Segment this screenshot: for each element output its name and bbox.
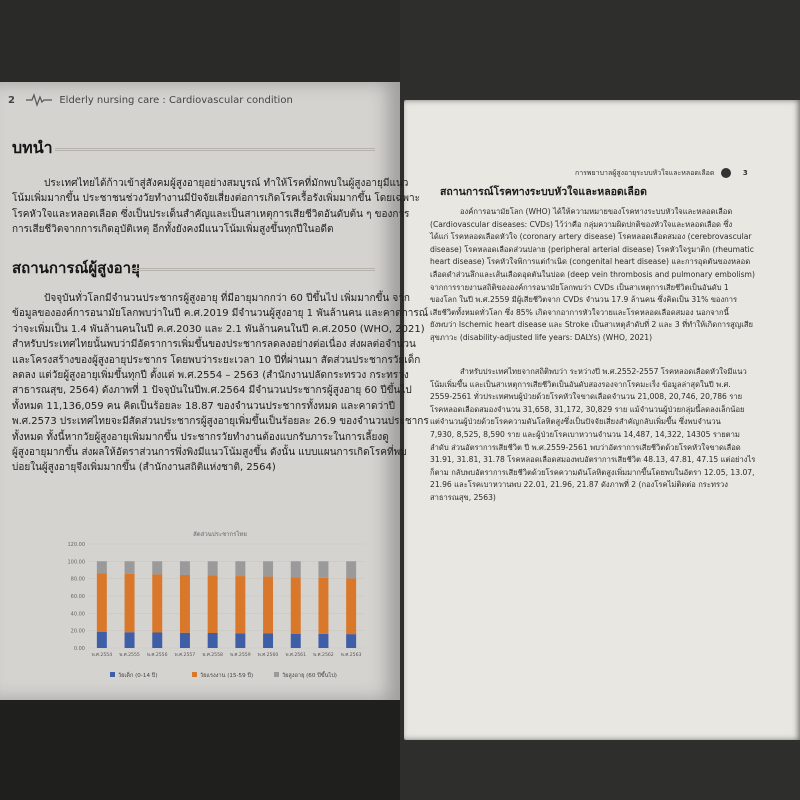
x-tick-label: พ.ศ.2554 [91,653,113,658]
text-line: เลือดดำส่วนลึกและเส้นเลือดอุดตันในปอด (deep vein thrombosis and pulmonary embolism) [430,269,755,279]
text-line: ปัจจุบันทั่วโลกมีจำนวนประชากรผู้สูงอายุ ที่มีอายุมากกว่า 60 ปีขึ้นไป เพิ่มมากขึ้น จาก [44,293,410,304]
bar-segment [152,574,162,632]
text-line: 21.96 และโรคเบาหวานพบ 22.01, 21.96, 21.87 ดังภาพที่ 2 (กองโรคไม่ติดต่อ กระทรวง [430,480,728,490]
bar-segment [346,561,356,578]
bar-segment [318,561,328,577]
text-line: ประเทศไทยได้ก้าวเข้าสู่สังคมผู้สูงอายุอย่างสมบูรณ์ ทำให้โรคที่มักพบในผู้สูงอายุมีแนว [44,178,409,189]
bar-segment [263,577,273,634]
intro-heading-rule [55,148,375,151]
legend-label: วัยสูงอายุ (60 ปีขึ้นไป) [282,673,337,679]
bar-segment [180,575,190,633]
cvd-section-title: สถานการณ์โรคทางระบบหัวใจและหลอดเลือด [440,186,647,198]
text-line: แต่จำนวนผู้ป่วยด้วยโรคความดันโลหิตสูงซึ่งเป็นปัจจัยเสี่ยงสำคัญกลับเพิ่มขึ้น ซึ่งพบจำนวน [430,417,721,427]
bar-segment [152,561,162,574]
legend-label: วัยแรงงาน (15-59 ปี) [200,673,254,679]
bar-segment [318,578,328,634]
bar-segment [97,632,107,648]
text-line: สาธารณสุข, 2563) [430,492,496,502]
bar-segment [208,561,218,575]
text-line: (Cardiovascular diseases: CVDs) ไว้ว่าคือ กลุ่มความผิดปกติของหัวใจและหลอดเลือด ซึ่ง [430,219,733,229]
text-line: ได้แก่ โรคหลอดเลือดหัวใจ (coronary artery disease) โรคหลอดเลือดสมอง (cerebrovascular [430,232,752,242]
text-line: ลดลง แต่วัยผู้สูงอายุเพิ่มขึ้นทุกปี ตั้งแต่ พ.ศ.2554 – 2563 (สำนักงานปลัดกระทรวง กระทรวง [12,370,409,382]
y-tick-label: 0.00 [73,646,85,652]
cvd-paragraph-2 [430,366,770,505]
x-tick-label: พ.ศ.2559 [230,653,251,658]
text-line: heart disease) โรคหัวใจพิการแต่กำเนิด (congenital heart disease) และการอุดตันของหลอด [430,257,751,267]
elderly-heading-rule [130,268,375,271]
cvd-paragraph-1 [430,206,770,345]
x-tick-label: พ.ศ.2562 [313,653,334,658]
book-edge [0,700,402,800]
text-line: 2559-2561 ทั่วประเทศพบผู้ป่วยด้วยโรคหัวใจขาดเลือดจำนวน 21,008, 20,746, 20,786 ราย [430,392,743,402]
y-tick-label: 80.00 [70,576,85,583]
intro-paragraph [12,176,420,238]
right-header-title: การพยาบาลผู้สูงอายุระบบหัวใจและหลอดเลือด [575,169,715,177]
chart-title: สัดส่วนประชากรไทย [193,531,247,538]
y-tick-label: 60.00 [70,594,85,600]
text-line: สาธารณสุข, 2564) ดังภาพที่ 1 ปัจจุบันในปีพ.ศ.2564 มีจำนวนประชากรผู้สูงอายุ 60 ปีขึ้นไป [12,385,412,397]
bar-segment [346,578,356,634]
right-running-header [575,168,748,179]
text-line: disease) โรคหลอดเลือดส่วนปลาย (peripheral arterial disease) โรคหัวใจรูมาติก (rheumatic [430,244,754,254]
y-tick-label: 40.00 [70,611,85,618]
legend-label: วัยเด็ก (0-14 ปี) [118,673,158,679]
population-chart [60,526,375,686]
elderly-heading: สถานการณ์ผู้สูงอายุ [12,259,140,277]
text-line: สำหรับประเทศไทยนั้นพบว่ามีอัตราการเพิ่มขึ้นของประชากรลดลงอย่างต่อเนื่อง ส่งผลต่อจำนวน [12,339,416,351]
x-tick-label: พ.ศ.2563 [340,653,362,658]
text-line: บ่อยในผู้สูงอายุจึงเพิ่มมากขึ้น (สำนักงานสถิติแห่งชาติ, 2564) [12,462,276,474]
text-line: 7,930, 8,525, 8,590 ราย และผู้ป่วยโรคเบาหวานจำนวน 14,487, 14,322, 14305 รายตาม [430,429,740,439]
bar-segment [97,561,107,573]
bar-segment [291,577,301,634]
text-line: โรคหัวใจและหลอดเลือด ซึ่งเป็นประเด็นสำคัญและเป็นสาเหตุการเสียชีวิตอันดับต้น ๆ ของการ [12,208,410,220]
bar-segment [97,573,107,632]
bar-segment [125,632,135,648]
text-line: ก็ตาม กลับพบอัตราการเสียชีวิตด้วยโรคความดันโลหิตสูงเพิ่มมากขึ้นโดยพบในอัตรา 12.05, 13.07, [430,467,755,477]
bar-segment [263,561,273,576]
text-line: ข้อมูลขององค์การอนามัยโลกพบว่าในปี ค.ศ.2019 มีจำนวนผู้สูงอายุ 1 พันล้านคน และคาดการณ์ [12,308,428,320]
text-line: พ.ศ.2573 ประเทศไทยจะมีสัดส่วนประชากรผู้สูงอายุเพิ่มขึ้นเป็นร้อยละ 26.9 ของจำนวนประชากร [12,416,429,428]
heart-logo-icon [721,168,731,178]
intro-heading: บทนำ [12,138,53,157]
elderly-paragraph [12,291,429,476]
x-tick-label: พ.ศ.2557 [174,653,196,658]
x-tick-label: พ.ศ.2556 [146,653,168,658]
bar-segment [180,633,190,648]
population-chart-svg [60,526,375,686]
text-line: และโครงสร้างของผู้สูงอายุประชากร โดยพบว่าระยะเวลา 10 ปีที่ผ่านมา สัดส่วนประชากรวัยเด็ก [12,354,421,366]
right-page-number: 3 [742,169,748,177]
text-line: สำหรับประเทศไทยจากสถิติพบว่า ระหว่างปี พ.ศ.2552-2557 โรคหลอดเลือดหัวใจมีแนว [460,367,747,376]
text-line: ผู้สูงอายุมากขึ้น ส่งผลให้อัตราส่วนการพึ่งพิงมีแนวโน้มสูงขึ้น ดังนั้น แบบแผนการเกิดโรคที่พบ [12,447,407,459]
x-tick-label: พ.ศ.2555 [119,653,140,658]
text-line: ของโลก ในปี พ.ศ.2559 มีผู้เสียชีวิตจาก CVDs จำนวน 17.9 ล้านคน ซึ่งคิดเป็น 31% ของการ [430,295,738,305]
bar-segment [346,634,356,648]
text-line: สุขภาวะ (disability-adjusted life years: DALYs) (WHO, 2021) [430,332,653,342]
text-line: โน้มเพิ่มมากขึ้น ประชาชนช่วงวัยทำงานมีปัจจัยเสี่ยงต่อการเกิดโรคเรื้อรังเพิ่มมากขึ้น โดยเฉพาะ [12,193,420,205]
y-tick-label: 100.00 [67,559,85,566]
bar-segment [208,633,218,648]
y-tick-label: 20.00 [70,628,85,635]
text-line: เสียชีวิตทั้งหมดทั่วโลก ซึ่ง 85% เกิดจากอาการหัวใจวายและโรคหลอดเลือดสมอง นอกจากนี้ [430,307,729,317]
text-line: ว่าจะเพิ่มเป็น 1.4 พันล้านคนในปี ค.ศ.2030 และ 2.1 พันล้านคนในปี ค.ศ.2050 (WHO, 2021) [12,323,425,335]
left-running-header [8,93,293,107]
bar-segment [125,561,135,574]
bar-segment [235,561,245,576]
x-tick-label: พ.ศ.2558 [202,653,223,658]
text-line: องค์การอนามัยโลก (WHO) ได้ให้ความหมายของโรคทางระบบหัวใจและหลอดเลือด [460,207,733,216]
text-line: 31.91, 31.81, 31.78 โรคหลอดเลือดสมองพบอัตราการเสียชีวิต 48.13, 47.81, 47.15 แต่อย่างไร [430,455,756,465]
y-tick-label: 120.00 [67,542,85,548]
bar-segment [291,561,301,577]
text-line: ยังพบว่า Ischemic heart disease และ Stroke เป็นสาเหตุลำดับที่ 2 และ 3 ที่ทำให้เกิดการสูญเสีย [430,320,753,330]
text-line: การเสียชีวิตจากการเกิดอุบัติเหตุ อีกทั้งยังคงมีแนวโน้มเพิ่มสูงขึ้นทุกปีในอดีต [12,224,334,236]
text-line: จากการรายงานสถิติขององค์การอนามัยโลกพบว่า CVDs เป็นสาเหตุการเสียชีวิตเป็นอันดับ 1 [430,282,729,292]
x-tick-label: พ.ศ.2560 [257,653,279,658]
text-line: ทั้งหมด 11,136,059 คน คิดเป็นร้อยละ 18.87 ของจำนวนประชากรทั้งหมด และคาดว่าปี [12,400,396,412]
left-header-title: Elderly nursing care : Cardiovascular condition [59,95,293,106]
x-tick-label: พ.ศ.2561 [285,653,307,658]
heartbeat-icon [26,93,52,107]
bar-segment [125,574,135,632]
text-line: โรคหลอดเลือดสมองจำนวน 31,658, 31,172, 30,829 ราย แม้จำนวนผู้ป่วยกลุ่มนี้ลดลงเล็กน้อย [430,404,745,414]
text-line: ลำดับ ส่วนอัตราการเสียชีวิต ปี พ.ศ.2559-2561 พบว่าอัตราการเสียชีวิตด้วยโรคหัวใจขาดเลือด [430,442,741,452]
text-line: ทั้งหมด ทั้งนี้หากวัยผู้สูงอายุเพิ่มมากขึ้น ประชากรวัยทำงานต้องแบกรับภาระในการเลี้ยงดู [12,431,389,443]
bar-segment [152,632,162,648]
legend-swatch [274,672,279,677]
legend-swatch [110,672,115,677]
text-line: โน้มเพิ่มขึ้น และเป็นสาเหตุการเสียชีวิตเป็นอันดับสองรองจากโรคมะเร็ง ข้อมูลล่าสุดในปี พ.ศ. [430,379,731,389]
bar-segment [318,634,328,648]
bar-segment [291,634,301,648]
bar-segment [235,576,245,633]
bar-segment [235,633,245,648]
legend-swatch [192,672,197,677]
bar-segment [263,633,273,648]
bar-segment [208,575,218,633]
bar-segment [180,561,190,575]
left-page-number: 2 [8,95,15,106]
